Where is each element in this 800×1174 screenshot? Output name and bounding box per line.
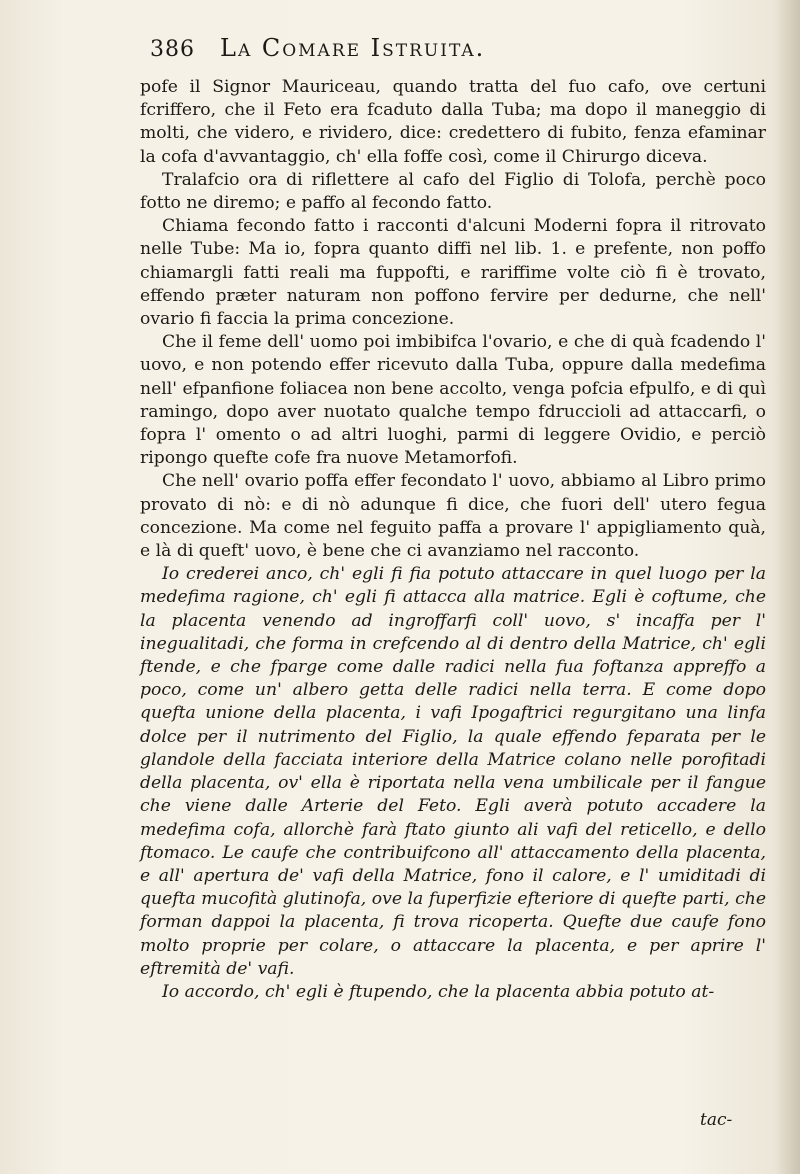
paragraph: Chiama fecondo fatto i racconti d'alcuni Moderni fopra il ritrovato nelle Tube: Ma io, fopra quanto diffi nel lib. 1. e prefente, non poffo chiamargli fatti reali ma fuppofti, e rariffime volte ciò fi è trovato, effendo præter naturam non poffono fervire per dedurne, che nell' ovario fi faccia la prima concezione. — [140, 216, 766, 330]
quoted-paragraph: Io accordo, ch' egli è ftupendo, che la placenta abbia potuto at- — [162, 981, 715, 1002]
body-text — [140, 76, 766, 1004]
page-edge-shadow — [774, 0, 800, 1174]
page-number: 386 — [150, 37, 195, 62]
running-head: La Comare Istruita. — [220, 34, 486, 62]
paragraph: Che nell' ovario poffa effer fecondato l' uovo, abbiamo al Libro primo provato di nò: e di nò adunque fi dice, che fuori dell' utero fegua concezione. Ma come nel feguito paffa a provare l' appigliamento quà, e là di queft' uovo, è bene che ci avanziamo nel racconto. — [140, 471, 766, 562]
paragraph: Tralafcio ora di riflettere al cafo del Figlio di Tolofa, perchè poco fotto ne diremo; e paffo al fecondo fatto. — [140, 169, 766, 214]
paragraph: Che il feme dell' uomo poi imbibifca l'ovario, e che di quà fcadendo l' uovo, e non potendo effer ricevuto dalla Tuba, oppure dalla medefima nell' efpanfione foliacea non bene accolto, venga pofcia efpulfo, e di quì ramingo, dopo aver nuotato qualche tempo fdruccioli ad attaccarfi, o fopra l' omento o ad altri luoghi, parmi di leggere Ovidio, e perciò ripongo quefte cofe fra nuove Metamorfofi. — [140, 332, 766, 469]
catchword: tac- — [700, 1110, 733, 1130]
quoted-paragraph: Io crederei anco, ch' egli fi fia potuto attaccare in quel luogo per la medefima ragione, ch' egli fi attacca alla matrice. Egli è coftume, che la placenta venendo ad ingroffarfi coll' uovo, s' incaffa per l' inegualitadi, che forma in crefcendo al di dentro della Matrice, ch' egli ftende, e che fparge come dalle radici nella fua foftanza appreffo a poco, come un' albero getta delle radici nella terra. E come dopo quefta unione della placenta, i vafi Ipogaftrici regurgitano una linfa dolce per il nutrimento del Figlio, la quale effendo feparata per le glandole della facciata interiore della Matrice colano nelle porofitadi della placenta, ov' ella è riportata nella vena umbilicale per il fangue che viene dalle Arterie del Feto. Egli averà potuto accadere la medefima cofa, allorchè farà ftato giunto ali vafi del reticello, e dello ftomaco. Le caufe che contribuifcono all' attaccamento della placenta, e all' apertura de' vafi della Matrice, fono il calore, e l' umiditadi di quefta mucofità glutinofa, ove la fuperfizie efteriore di quefte parti, che forman dappoi la placenta, fi trova ricoperta. Quefte due caufe fono molto proprie per colare, o attaccare la placenta, e per aprire l' eftremità de' vafi. — [140, 564, 766, 979]
paragraph: pofe il Signor Mauriceau, quando tratta del fuo cafo, ove certuni fcriffero, che il Feto era fcaduto dalla Tuba; ma dopo il maneggio di molti, che videro, e rividero, dice: credettero di fubito, fenza efaminar la cofa d'avvantaggio, ch' ella foffe così, come il Chirurgo diceva. — [140, 77, 766, 167]
page-header — [150, 34, 740, 68]
